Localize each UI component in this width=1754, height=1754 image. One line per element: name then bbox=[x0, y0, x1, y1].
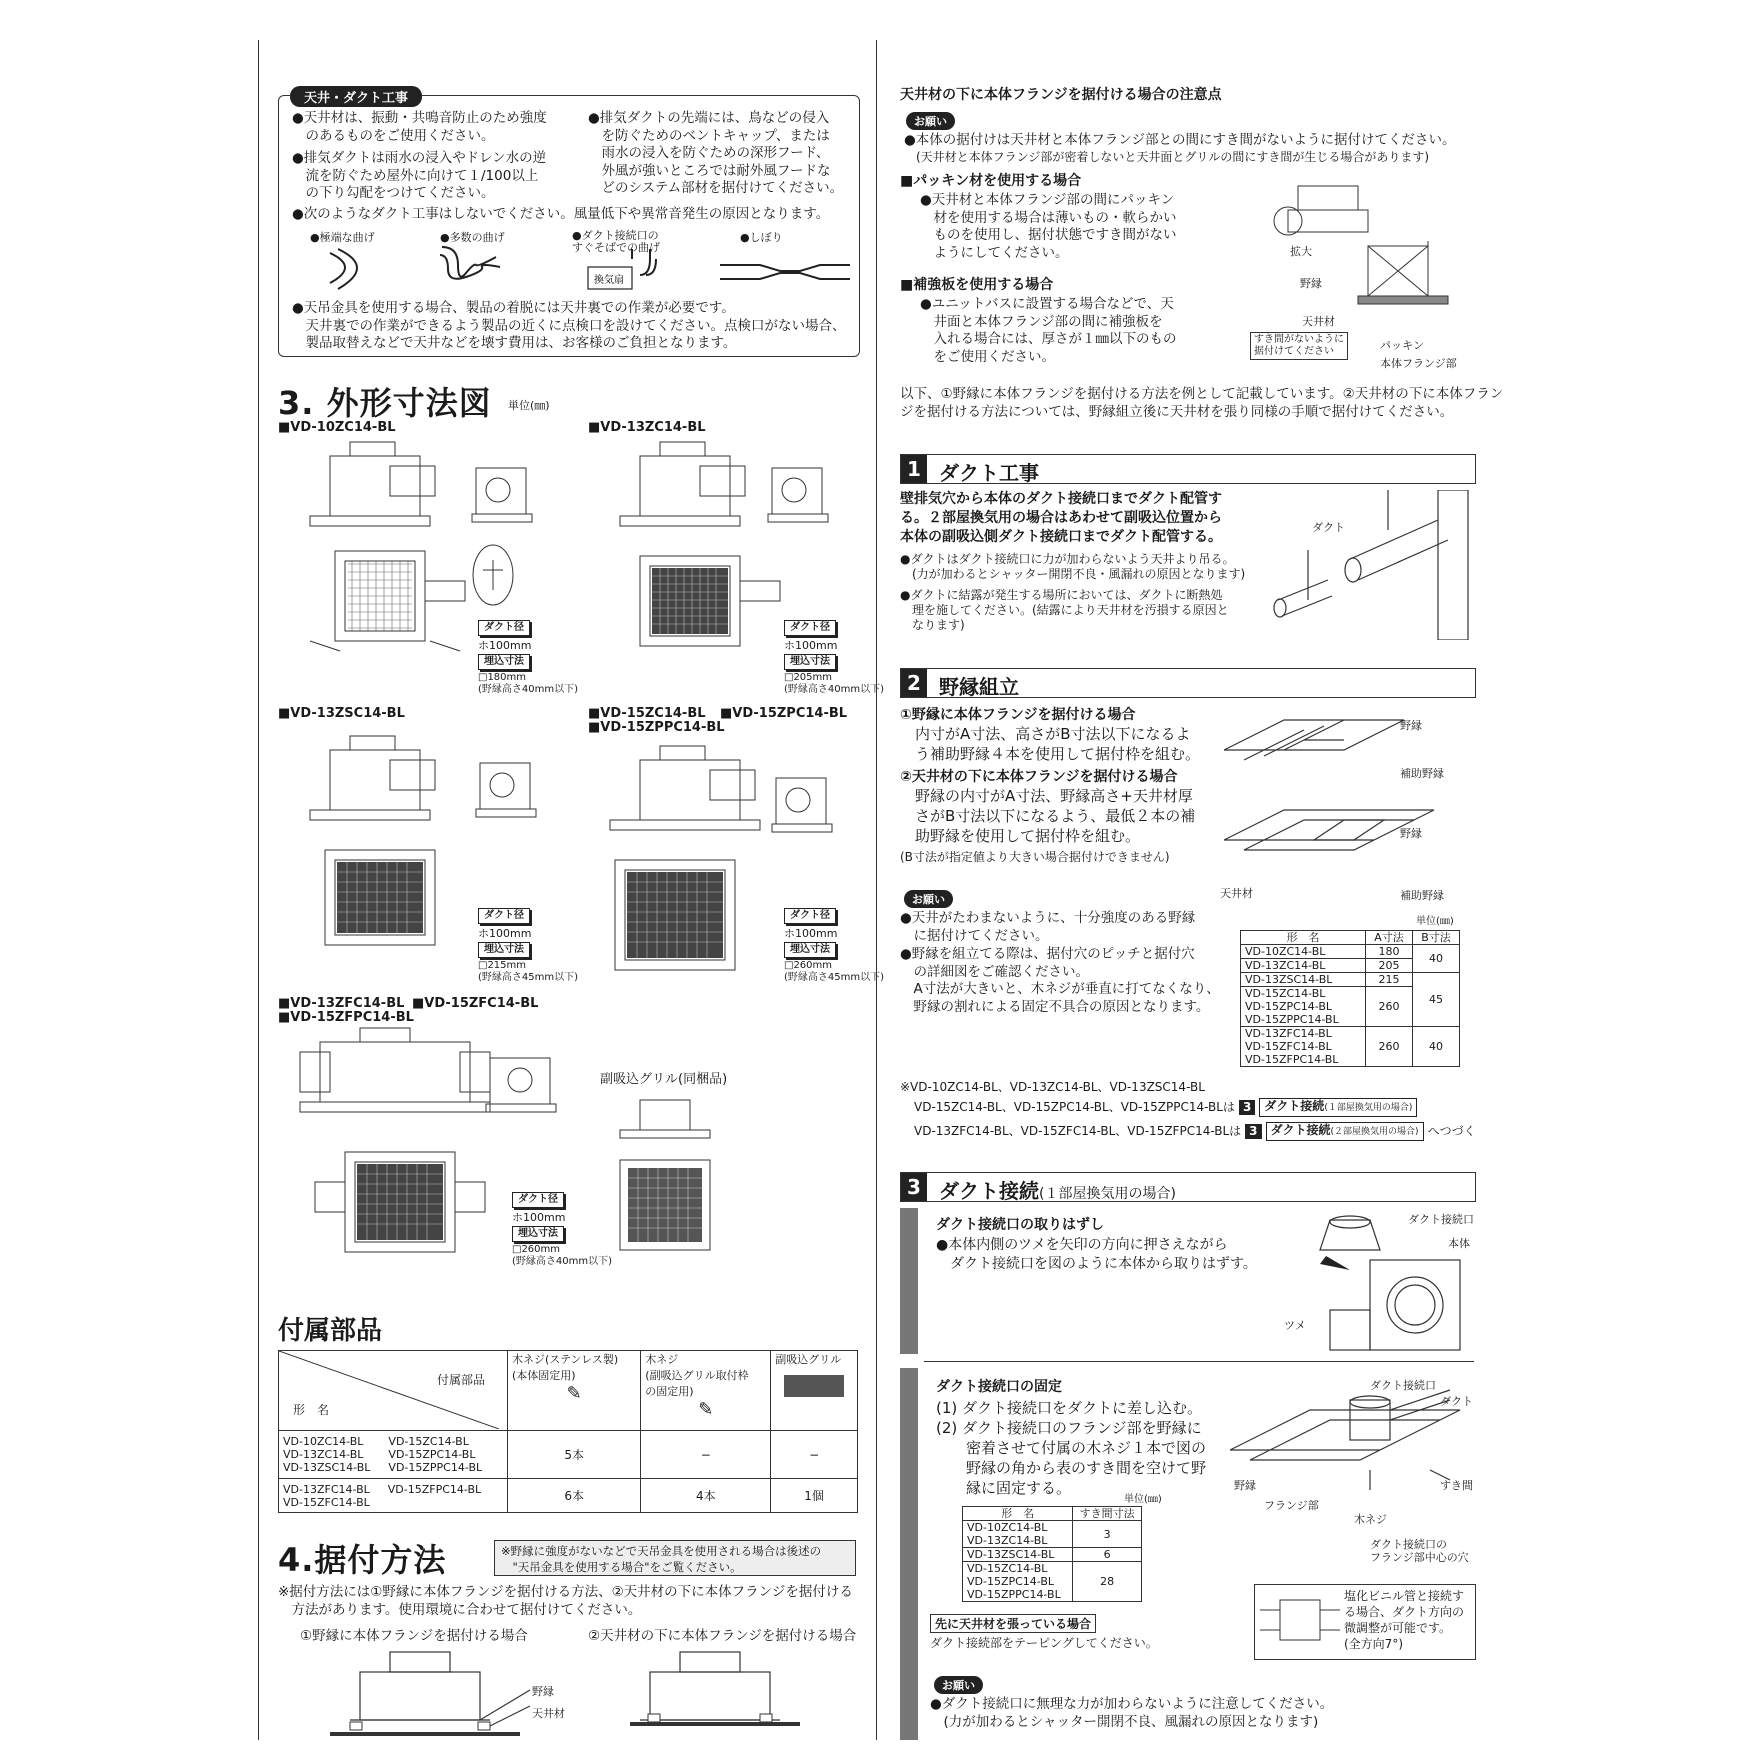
grill-icon bbox=[784, 1375, 844, 1397]
duct-dia-4: ホ100mm bbox=[784, 927, 838, 940]
embed-label-4: 埋込寸法 bbox=[784, 942, 836, 958]
side-view-vd13zf bbox=[480, 1050, 570, 1120]
step-divider bbox=[924, 1361, 1474, 1362]
install-caption-2: ②天井材の下に本体フランジを据付ける場合 bbox=[588, 1628, 857, 1644]
center-divider bbox=[876, 40, 877, 1740]
right-top-h1: ■パッキン材を使用する場合 bbox=[900, 173, 1082, 189]
s2-onegai: お願い bbox=[904, 890, 953, 908]
duct-hanging-diagram bbox=[1258, 490, 1478, 640]
right-after: 以下、①野縁に本体フランジを据付ける方法を例として記載しています。②天井材の下に本体フラン ジを据付ける方法については、野縁組立後に天井材を張り同様の手順で据付けてください。 bbox=[900, 386, 1504, 420]
s3-onegai: お願い bbox=[934, 1676, 983, 1694]
s2-dimension-table: 形 名 A寸法 B寸法 VD-10ZC14-BL 180 40 VD-13ZC14-BL 205 VD-13ZSC14-BL 215 45 VD-15ZC14-BL VD-15ZPC14-BL VD-15ZPPC14-BL 260 VD-13ZFC14-BL VD-15ZFC14-BL VD-15ZFPC14-BL 260 40 bbox=[1240, 930, 1460, 1067]
right-top-title: 天井材の下に本体フランジを据付ける場合の注意点 bbox=[900, 87, 1222, 103]
grill-drawing bbox=[610, 1090, 760, 1260]
install-title: 4.据付方法 bbox=[278, 1541, 447, 1579]
hole-detail-vd10 bbox=[468, 540, 518, 610]
install-note-box: ※野縁に強度がないなどで天吊金具を使用される場合は後述の "天吊金具を使用する場合"をご覧ください。 bbox=[494, 1540, 856, 1576]
side-view-vd13 bbox=[762, 460, 842, 530]
s3-step1: ●本体内側のツメを矢印の方向に押さえながら ダクト接続口を図のように本体から取りはずす。 bbox=[936, 1237, 1257, 1272]
right-top-p1: ●天井材と本体フランジ部の間にパッキン 材を使用する場合は薄いもの・軟らかい ものを使用し、据付状態ですき間がない ようにしてください。 bbox=[920, 192, 1177, 261]
embed-1: □180mm (野縁高さ40mm以下) bbox=[478, 672, 579, 695]
duct-dia-1: ホ100mm bbox=[478, 639, 532, 652]
s1-b2: ●ダクトに結露が発生する場所においては、ダクトに断熱処 理を施してください。(結露により天井材を汚損する原因と なります) bbox=[900, 588, 1229, 632]
s2-label-noen-2: 野縁 bbox=[1400, 827, 1422, 840]
duct-dia-3: ホ100mm bbox=[478, 927, 532, 940]
section-1-header: 1 ダクト工事 bbox=[900, 454, 1476, 484]
s1-label-duct: ダクト bbox=[1312, 521, 1345, 534]
section-3-header: 3 ダクト接続(１部屋換気用の場合) bbox=[900, 1172, 1476, 1202]
s3-l2-sukima: すき間 bbox=[1440, 1479, 1473, 1492]
s3-o1: ●ダクト接続口に無理な力が加わらないように注意してください。 bbox=[930, 1696, 1334, 1712]
model-label-1: ■VD-10ZC14-BL bbox=[278, 420, 396, 435]
dimensions-title: 3. 外形寸法図 bbox=[278, 384, 492, 422]
left-margin-line bbox=[258, 40, 259, 1740]
ng-label-2: ●多数の曲げ bbox=[440, 231, 505, 244]
embed-3: □215mm (野縁高さ45mm以下) bbox=[478, 960, 579, 983]
side-view-vd10 bbox=[466, 460, 546, 530]
s3-l2-noen: 野縁 bbox=[1234, 1479, 1256, 1492]
s2-label-hojo-2: 補助野縁 bbox=[1400, 889, 1444, 902]
install-text: ※据付方法には①野縁に本体フランジを据付ける方法、②天井材の下に本体フランジを据付ける 方法があります。使用環境に合わせて据付けてください。 bbox=[278, 1584, 853, 1618]
model-label-5a: ■VD-13ZFC14-BL bbox=[278, 996, 405, 1011]
s3-step1-h: ダクト接続口の取りはずし bbox=[936, 1217, 1104, 1233]
pk-label-flange: 本体フランジ部 bbox=[1380, 357, 1457, 370]
dimensions-unit: 単位(㎜) bbox=[508, 399, 550, 412]
right-top-onegai: お願い bbox=[906, 112, 955, 130]
install-drawings bbox=[330, 1650, 840, 1740]
s2-label-noen-1: 野縁 bbox=[1400, 719, 1422, 732]
side-view-vd13zs bbox=[470, 755, 550, 825]
right-top-h2: ■補強板を使用する場合 bbox=[900, 277, 1054, 293]
s3-l2-center: ダクト接続口の フランジ部中心の穴 bbox=[1370, 1538, 1469, 1564]
s2-table-unit: 単位(㎜) bbox=[1416, 916, 1454, 927]
model-label-3: ■VD-13ZSC14-BL bbox=[278, 706, 405, 721]
right-top-b1: ●本体の据付けは天井材と本体フランジ部との間にすき間がないように据付けてください。 bbox=[904, 132, 1456, 148]
acc-h-parts: 付属部品 bbox=[436, 1373, 485, 1387]
embed-label-5: 埋込寸法 bbox=[512, 1226, 564, 1242]
pvc-note: 塩化ビニル管と接続す る場合、ダクト方向の 微調整が可能です。 (全方向7°) bbox=[1344, 1589, 1465, 1651]
pk-label-sukima: すき間がないように 据付けてください bbox=[1250, 332, 1348, 360]
ng-duct-illustrations bbox=[290, 245, 850, 295]
side-view-vd15 bbox=[766, 770, 846, 840]
s1-b1: ●ダクトはダクト接続口に力が加わらないよう天井より吊る。 (力が加わるとシャッター開閉不良・風漏れの原因となります) bbox=[900, 552, 1246, 581]
accessories-title: 付属部品 bbox=[278, 1316, 383, 1346]
pk-label-packing: パッキン bbox=[1380, 339, 1424, 352]
embed-2: □205mm (野縁高さ40mm以下) bbox=[784, 672, 885, 695]
s3-table-unit: 単位(㎜) bbox=[1124, 1494, 1162, 1505]
s3-pre-text: ダクト接続部をテーピングしてください。 bbox=[930, 1636, 1158, 1650]
s3-label-tsume: ツメ bbox=[1284, 1319, 1306, 1332]
model-label-5c: ■VD-15ZFPC14-BL bbox=[278, 1010, 414, 1025]
duct-dia-5: ホ100mm bbox=[512, 1211, 566, 1224]
screw-icon: ✎ bbox=[566, 1383, 582, 1404]
pvc-diagram bbox=[1260, 1590, 1340, 1652]
s3-label-port: ダクト接続口 bbox=[1408, 1213, 1474, 1226]
ng-label-1: ●極端な曲げ bbox=[310, 231, 375, 244]
s2-o1: ●天井がたわまないように、十分強度のある野縁 に据付けてください。 bbox=[900, 910, 1196, 944]
duct-dia-label-3: ダクト径 bbox=[478, 908, 530, 924]
pk-label-tenjo: 天井材 bbox=[1302, 315, 1335, 328]
cd-bullet-3: ●排気ダクトの先端には、鳥などの侵入 を防ぐためのベントキャップ、または 雨水の浸入を防ぐための深形フード、 外風が強いところでは耐外風フードな どのシステム部材を据付けてください。 bbox=[588, 110, 844, 196]
section-2-header: 2 野縁組立 bbox=[900, 668, 1476, 698]
s3-label-body: 本体 bbox=[1448, 1237, 1470, 1250]
right-top-p2: ●ユニットバスに設置する場合などで、天 井面と本体フランジ部の間に補強板を 入れる場合には、厚さが１㎜以下のもの をご使用ください。 bbox=[920, 296, 1177, 365]
embed-4: □260mm (野縁高さ45mm以下) bbox=[784, 960, 885, 983]
accessories-table: 付属部品 形 名 木ネジ(ステンレス製) (本体固定用) ✎ 木ネジ (副吸込グリル取付枠 の固定用) ✎ 副吸込グリル VD-10ZC14-BL VD-13ZC14-BL VD-13ZSC14-BL VD-15ZC14-BL VD-15ZPC14-BL VD-15ZPPC14-BL 5本 − − VD-13ZFC14-BL VD-15ZFC14-BL VD-15ZFPC14-BL 6本 4本 1個 bbox=[278, 1350, 858, 1513]
install-caption-1: ①野縁に本体フランジを据付ける場合 bbox=[300, 1628, 528, 1644]
model-label-5b: ■VD-15ZFC14-BL bbox=[412, 996, 539, 1011]
cd-bullet-1: ●天井材は、振動・共鳴音防止のため強度 のあるものをご使用ください。 bbox=[292, 110, 547, 144]
screw-icon: ✎ bbox=[698, 1399, 714, 1420]
s2-label-tenjo: 天井材 bbox=[1220, 887, 1253, 900]
install-label-noen: 野縁 bbox=[532, 1685, 554, 1698]
s2-ref2: VD-15ZC14-BL、VD-15ZPC14-BL、VD-15ZPPC14-BLは 3 ダクト接続(１部屋換気用の場合) bbox=[914, 1098, 1417, 1117]
port-removal-diagram bbox=[1290, 1210, 1470, 1360]
duct-dia-2: ホ100mm bbox=[784, 639, 838, 652]
s3-o1s: (力が加わるとシャッター開閉不良、風漏れの原因となります) bbox=[930, 1714, 1319, 1730]
s3-pre-box: 先に天井材を張っている場合 bbox=[930, 1614, 1096, 1633]
duct-dia-label-1: ダクト径 bbox=[478, 620, 530, 636]
duct-dia-label-5: ダクト径 bbox=[512, 1192, 564, 1208]
embed-label-3: 埋込寸法 bbox=[478, 942, 530, 958]
cd-bullet-4: ●次のようなダクト工事はしないでください。風量低下や異常音発生の原因となります。 bbox=[292, 206, 830, 222]
s2-ref3: VD-13ZFC14-BL、VD-15ZFC14-BL、VD-15ZFPC14-BLは 3 ダクト接続(２部屋換気用の場合) へつづく bbox=[914, 1122, 1476, 1141]
acc-h-model: 形 名 bbox=[293, 1403, 330, 1417]
duct-dia-label-4: ダクト径 bbox=[784, 908, 836, 924]
s2-ref1: ※VD-10ZC14-BL、VD-13ZC14-BL、VD-13ZSC14-BL bbox=[900, 1080, 1205, 1094]
ceiling-duct-tab: 天井・ダクト工事 bbox=[290, 86, 422, 107]
s3-l2-duct: ダクト bbox=[1440, 1395, 1473, 1408]
embed-label-2: 埋込寸法 bbox=[784, 654, 836, 670]
multi-bend-icon bbox=[440, 247, 500, 279]
s3-step2-h: ダクト接続口の固定 bbox=[936, 1379, 1062, 1395]
install-label-tenjo: 天井材 bbox=[532, 1707, 565, 1720]
s2-c2h: ②天井材の下に本体フランジを据付ける場合 bbox=[900, 769, 1178, 785]
s3-l2-port: ダクト接続口 bbox=[1370, 1379, 1436, 1392]
s3-l2-neji: 木ネジ bbox=[1354, 1513, 1387, 1526]
cd-bullet-2: ●排気ダクトは雨水の浸入やドレン水の逆 流を防ぐため屋外に向けて１/100以上 の下り勾配をつけてください。 bbox=[292, 150, 547, 201]
model-label-2: ■VD-13ZC14-BL bbox=[588, 420, 706, 435]
frame-assembly-diagram bbox=[1224, 700, 1474, 910]
constriction-icon bbox=[720, 265, 850, 279]
ng-label-4: ●しぼり bbox=[740, 231, 783, 244]
duct-dia-label-2: ダクト径 bbox=[784, 620, 836, 636]
s2-o2: ●野縁を組立てる際は、据付穴のピッチと据付穴 の詳細図をご確認ください。 A寸法が大きいと、木ネジが垂直に打てなくなり、 野縁の割れによる固定不具合の原因となります。 bbox=[900, 946, 1220, 1015]
embed-label-1: 埋込寸法 bbox=[478, 654, 530, 670]
s1-lead: 壁排気穴から本体のダクト接続口までダクト配管す る。２部屋換気用の場合はあわせて副吸込位置から 本体の副吸込側ダクト接続口までダクト配管する。 bbox=[900, 491, 1222, 545]
s2-c3: (B寸法が指定値より大きい場合据付けできません) bbox=[900, 850, 1170, 864]
fan-label: 換気扇 bbox=[594, 275, 624, 286]
s2-c1h: ①野縁に本体フランジを据付ける場合 bbox=[900, 707, 1136, 723]
s3-step2: (1) ダクト接続口をダクトに差し込む。 (2) ダクト接続口のフランジ部を野縁に 密着させて付属の木ネジ１本で図の 野縁の角から表のすき間を空けて野 縁に固定する。 bbox=[936, 1399, 1207, 1497]
s2-c1: 内寸がA寸法、高さがB寸法以下になるよ う補助野縁４本を使用して据付枠を組む。 bbox=[900, 725, 1201, 763]
ng-label-3: ●ダクト接続口の すぐそばでの曲げ bbox=[572, 229, 660, 254]
grill-title: 副吸込グリル(同梱品) bbox=[600, 1072, 728, 1087]
pk-label-noen: 野縁 bbox=[1300, 277, 1322, 290]
s2-label-hojo-1: 補助野縁 bbox=[1400, 767, 1444, 780]
step2-side-bar bbox=[900, 1368, 918, 1740]
cd-bullet-5: ●天吊金具を使用する場合、製品の着脱には天井裏での作業が必要です。 天井裏での作業ができるよう製品の近くに点検口を設けてください。点検口がない場合、 製品取替えなどで天井などを壊す費用は、お客様のご負担となります。 bbox=[292, 300, 846, 351]
pk-label-kakudai: 拡大 bbox=[1290, 245, 1312, 258]
step1-side-bar bbox=[900, 1208, 918, 1354]
s3-l2-flange: フランジ部 bbox=[1264, 1499, 1319, 1512]
model-label-4a: ■VD-15ZC14-BL bbox=[588, 706, 706, 721]
embed-5: □260mm (野縁高さ40mm以下) bbox=[512, 1244, 613, 1267]
model-label-4b: ■VD-15ZPC14-BL bbox=[720, 706, 848, 721]
model-label-4c: ■VD-15ZPPC14-BL bbox=[588, 720, 725, 735]
s2-c2: 野縁の内寸がA寸法、野縁高さ+天井材厚 さがB寸法以下になるよう、最低２本の補 助野縁を使用して据付枠を組む。 bbox=[900, 787, 1196, 845]
extreme-bend-icon bbox=[330, 249, 357, 289]
s3-gap-table: 形 名 すき間寸法 VD-10ZC14-BL VD-13ZC14-BL 3 VD-13ZSC14-BL 6 VD-15ZC14-BL VD-15ZPC14-BL VD-15ZPPC14-BL 28 bbox=[962, 1506, 1142, 1602]
right-top-b1s: (天井材と本体フランジ部が密着しないと天井面とグリルの間にすき間が生じる場合があります) bbox=[904, 150, 1430, 164]
